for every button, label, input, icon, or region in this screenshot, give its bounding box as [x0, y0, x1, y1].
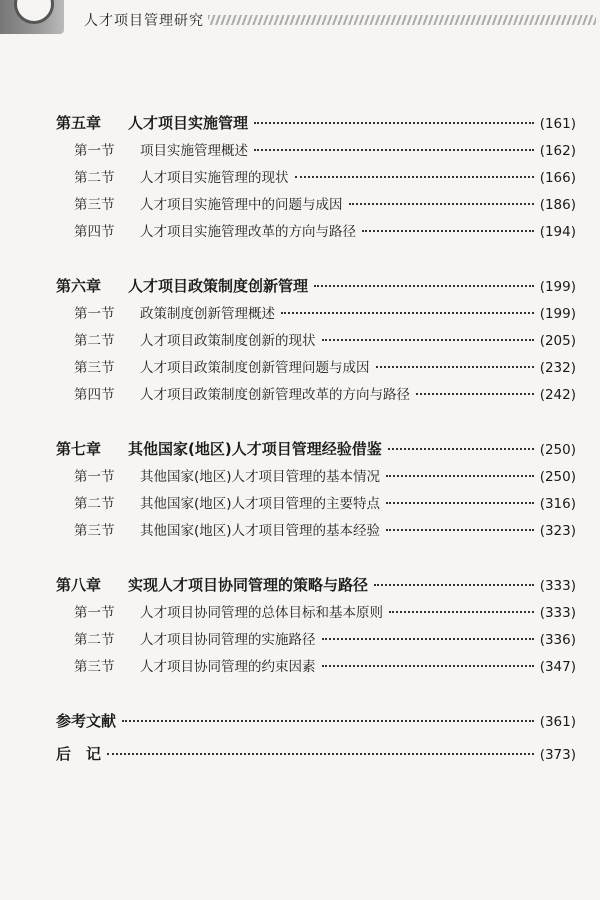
dot-leader [314, 285, 534, 287]
toc-chapter[interactable] [56, 574, 576, 601]
page-number: (361) [539, 714, 576, 730]
chapter-number: 第六章 [56, 277, 102, 295]
dot-leader [322, 339, 534, 341]
toc-back-matter[interactable] [56, 743, 576, 770]
dot-leader [386, 502, 534, 504]
page-number: (199) [539, 279, 576, 295]
page-number: (316) [539, 496, 576, 512]
page-number: (194) [539, 224, 576, 240]
page-number: (333) [539, 605, 576, 621]
toc-section[interactable] [56, 220, 576, 247]
page-number: (161) [539, 116, 576, 132]
page-number: (166) [539, 170, 576, 186]
page-number: (232) [539, 360, 576, 376]
toc-section[interactable] [56, 628, 576, 655]
dot-leader [254, 122, 534, 124]
chapter-title: 人才项目政策制度创新管理 [128, 277, 309, 295]
header-hatch-decoration [208, 15, 596, 25]
dot-leader [376, 366, 534, 368]
toc-section[interactable] [56, 329, 576, 356]
section-title: 人才项目实施管理中的问题与成因 [140, 197, 343, 213]
toc-section[interactable] [56, 166, 576, 193]
page-number: (347) [539, 659, 576, 675]
toc-section[interactable] [56, 139, 576, 166]
toc-section[interactable] [56, 492, 576, 519]
spacer [56, 247, 576, 275]
dot-leader [389, 611, 534, 613]
section-number: 第一节 [74, 306, 115, 322]
section-number: 第四节 [74, 387, 115, 403]
page-number: (250) [539, 469, 576, 485]
section-number: 第一节 [74, 605, 115, 621]
back-matter-title: 参考文献 [56, 712, 117, 730]
toc-section[interactable] [56, 302, 576, 329]
spacer [56, 546, 576, 574]
section-title: 人才项目政策制度创新的现状 [140, 333, 316, 349]
chapter-number: 第七章 [56, 440, 102, 458]
toc-section[interactable] [56, 465, 576, 492]
dot-leader [362, 230, 534, 232]
section-title: 政策制度创新管理概述 [140, 306, 275, 322]
dot-leader [388, 448, 534, 450]
section-title: 人才项目政策制度创新管理改革的方向与路径 [140, 387, 410, 403]
page-number: (186) [539, 197, 576, 213]
section-number: 第三节 [74, 197, 115, 213]
toc-section[interactable] [56, 383, 576, 410]
toc-section[interactable] [56, 356, 576, 383]
dot-leader [322, 638, 534, 640]
toc-section[interactable] [56, 193, 576, 220]
dot-leader [122, 720, 534, 722]
dot-leader [107, 753, 534, 755]
section-number: 第三节 [74, 523, 115, 539]
section-title: 其他国家(地区)人才项目管理的基本情况 [140, 469, 381, 485]
chapter-title: 其他国家(地区)人才项目管理经验借鉴 [128, 440, 382, 458]
chapter-number: 第五章 [56, 114, 102, 132]
dot-leader [281, 312, 534, 314]
page-number: (373) [539, 747, 576, 763]
corner-ornament [0, 0, 64, 34]
section-number: 第二节 [74, 333, 115, 349]
toc-chapter[interactable] [56, 438, 576, 465]
chapter-title: 实现人才项目协同管理的策略与路径 [128, 576, 369, 594]
section-number: 第二节 [74, 496, 115, 512]
section-title: 人才项目协同管理的总体目标和基本原则 [140, 605, 383, 621]
section-title: 人才项目实施管理的现状 [140, 170, 289, 186]
section-title: 项目实施管理概述 [140, 143, 248, 159]
dot-leader [386, 475, 534, 477]
page-number: (250) [539, 442, 576, 458]
toc-chapter[interactable] [56, 112, 576, 139]
section-title: 人才项目实施管理改革的方向与路径 [140, 224, 356, 240]
section-title: 人才项目协同管理的实施路径 [140, 632, 316, 648]
back-matter-title: 后 记 [56, 745, 102, 763]
table-of-contents [56, 112, 576, 770]
page-number: (333) [539, 578, 576, 594]
toc-section[interactable] [56, 601, 576, 628]
ring-icon [14, 0, 54, 24]
section-title: 人才项目政策制度创新管理问题与成因 [140, 360, 370, 376]
toc-back-matter[interactable] [56, 710, 576, 737]
spacer [56, 682, 576, 710]
page-number: (205) [539, 333, 576, 349]
section-title: 其他国家(地区)人才项目管理的主要特点 [140, 496, 381, 512]
section-number: 第二节 [74, 632, 115, 648]
section-number: 第二节 [74, 170, 115, 186]
section-number: 第三节 [74, 360, 115, 376]
chapter-title: 人才项目实施管理 [128, 114, 249, 132]
section-title: 人才项目协同管理的约束因素 [140, 659, 316, 675]
dot-leader [254, 149, 534, 151]
toc-section[interactable] [56, 655, 576, 682]
dot-leader [349, 203, 534, 205]
dot-leader [322, 665, 534, 667]
section-title: 其他国家(地区)人才项目管理的基本经验 [140, 523, 381, 539]
toc-section[interactable] [56, 519, 576, 546]
section-number: 第一节 [74, 143, 115, 159]
dot-leader [295, 176, 534, 178]
page-number: (242) [539, 387, 576, 403]
dot-leader [386, 529, 534, 531]
section-number: 第四节 [74, 224, 115, 240]
page-number: (199) [539, 306, 576, 322]
spacer [56, 410, 576, 438]
page-number: (162) [539, 143, 576, 159]
page-number: (336) [539, 632, 576, 648]
running-header-title: 人才项目管理研究 [84, 13, 204, 29]
page-number: (323) [539, 523, 576, 539]
toc-chapter[interactable] [56, 275, 576, 302]
dot-leader [374, 584, 534, 586]
page-header [0, 0, 600, 36]
dot-leader [416, 393, 534, 395]
section-number: 第一节 [74, 469, 115, 485]
chapter-number: 第八章 [56, 576, 102, 594]
section-number: 第三节 [74, 659, 115, 675]
